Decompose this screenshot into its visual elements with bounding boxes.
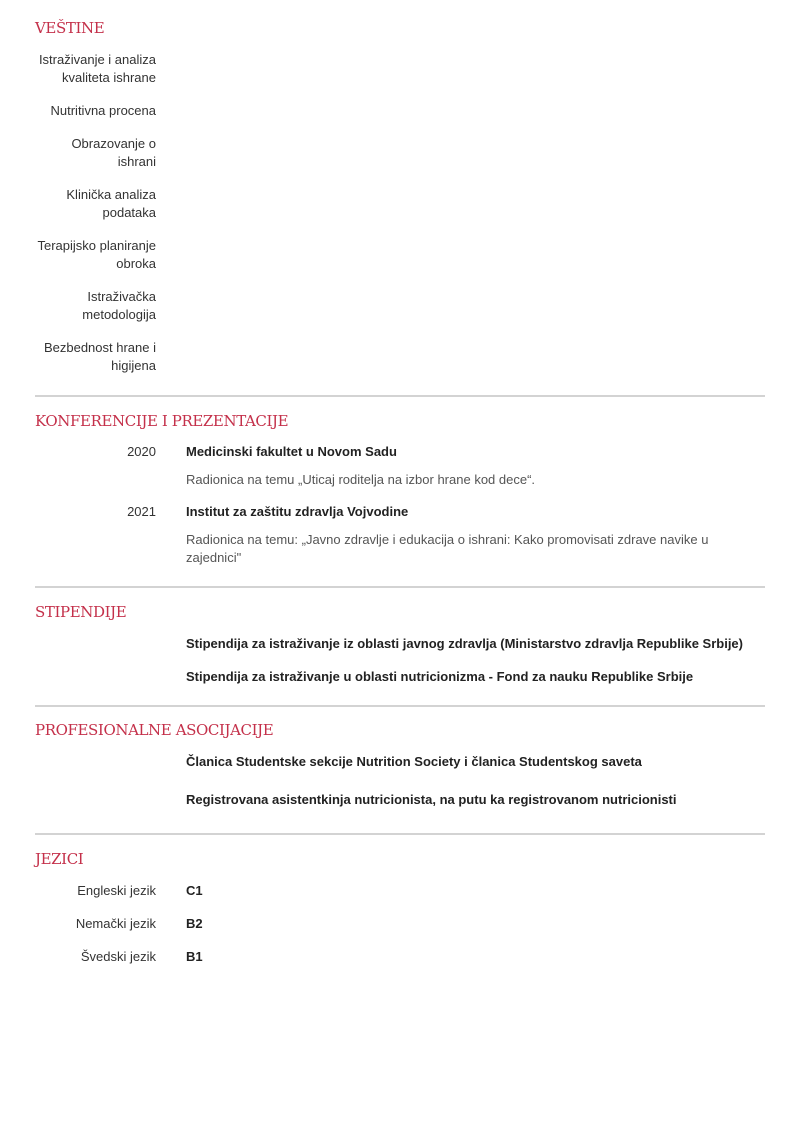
skill-item (35, 288, 765, 324)
conferences-section (35, 397, 765, 567)
scholarship-text: Stipendija za istraživanje u oblasti nutricionizma - Fond za nauku Republike Srbije (186, 669, 694, 684)
skill-item (35, 135, 765, 171)
conference-institution: Institut za zaštitu zdravlja Vojvodine (186, 504, 409, 519)
language-item (35, 915, 765, 933)
conference-description: Radionica na temu: „Javno zdravlje i edukacija o ishrani: Kako promovisati zdrave navike u zajednici" (186, 532, 709, 565)
skill-label: Terapijsko planiranje obroka (37, 238, 156, 271)
languages-section (35, 835, 765, 966)
languages-heading: JEZICI (35, 850, 84, 868)
scholarship-item (35, 635, 765, 653)
skill-label: Istraživanje i analiza kvaliteta ishrane (38, 52, 156, 85)
skill-label: Bezbednost hrane i higijena (43, 340, 156, 373)
scholarship-item (35, 668, 765, 686)
conference-description: Radionica na temu „Uticaj roditelja na izbor hrane kod dece“. (186, 472, 536, 487)
skill-label: Nutritivna procena (50, 103, 156, 118)
conference-year: 2020 (127, 444, 156, 459)
skills-heading: VEŠTINE (35, 19, 105, 37)
conferences-heading: KONFERENCIJE I PREZENTACIJE (35, 412, 289, 430)
language-item (35, 882, 765, 900)
conference-item (35, 503, 765, 567)
language-level: B1 (186, 949, 203, 964)
scholarships-heading: STIPENDIJE (35, 603, 127, 621)
association-text: Članica Studentske sekcije Nutrition Society i članica Studentskog saveta (186, 754, 642, 769)
skill-label: Klinička analiza podataka (66, 187, 156, 220)
conference-details (186, 503, 765, 567)
skill-item (35, 186, 765, 222)
association-text: Registrovana asistentkinja nutricionista, na putu ka registrovanom nutricionisti (186, 792, 677, 807)
language-level: C1 (186, 883, 203, 898)
skills-section (35, 0, 765, 375)
skill-label: Obrazovanje o ishrani (71, 136, 156, 169)
skill-item (35, 51, 765, 87)
association-item (35, 791, 765, 809)
language-item (35, 948, 765, 966)
scholarships-section (35, 588, 765, 686)
associations-heading: PROFESIONALNE ASOCIJACIJE (35, 721, 274, 739)
conference-item (35, 443, 765, 489)
conference-institution: Medicinski fakultet u Novom Sadu (186, 444, 397, 459)
language-name: Engleski jezik (77, 883, 156, 898)
language-name: Nemački jezik (75, 916, 156, 931)
skill-item (35, 102, 765, 120)
skill-item (35, 339, 765, 375)
language-name: Švedski jezik (80, 949, 156, 964)
skill-item (35, 237, 765, 273)
scholarship-text: Stipendija za istraživanje iz oblasti javnog zdravlja (Ministarstvo zdravlja Republike Srbije) (186, 636, 743, 651)
language-level: B2 (186, 916, 203, 931)
conference-year: 2021 (127, 504, 156, 519)
skill-label: Istraživačka metodologija (82, 289, 156, 322)
associations-section (35, 707, 765, 809)
conference-details (186, 443, 535, 489)
association-item (35, 753, 765, 771)
